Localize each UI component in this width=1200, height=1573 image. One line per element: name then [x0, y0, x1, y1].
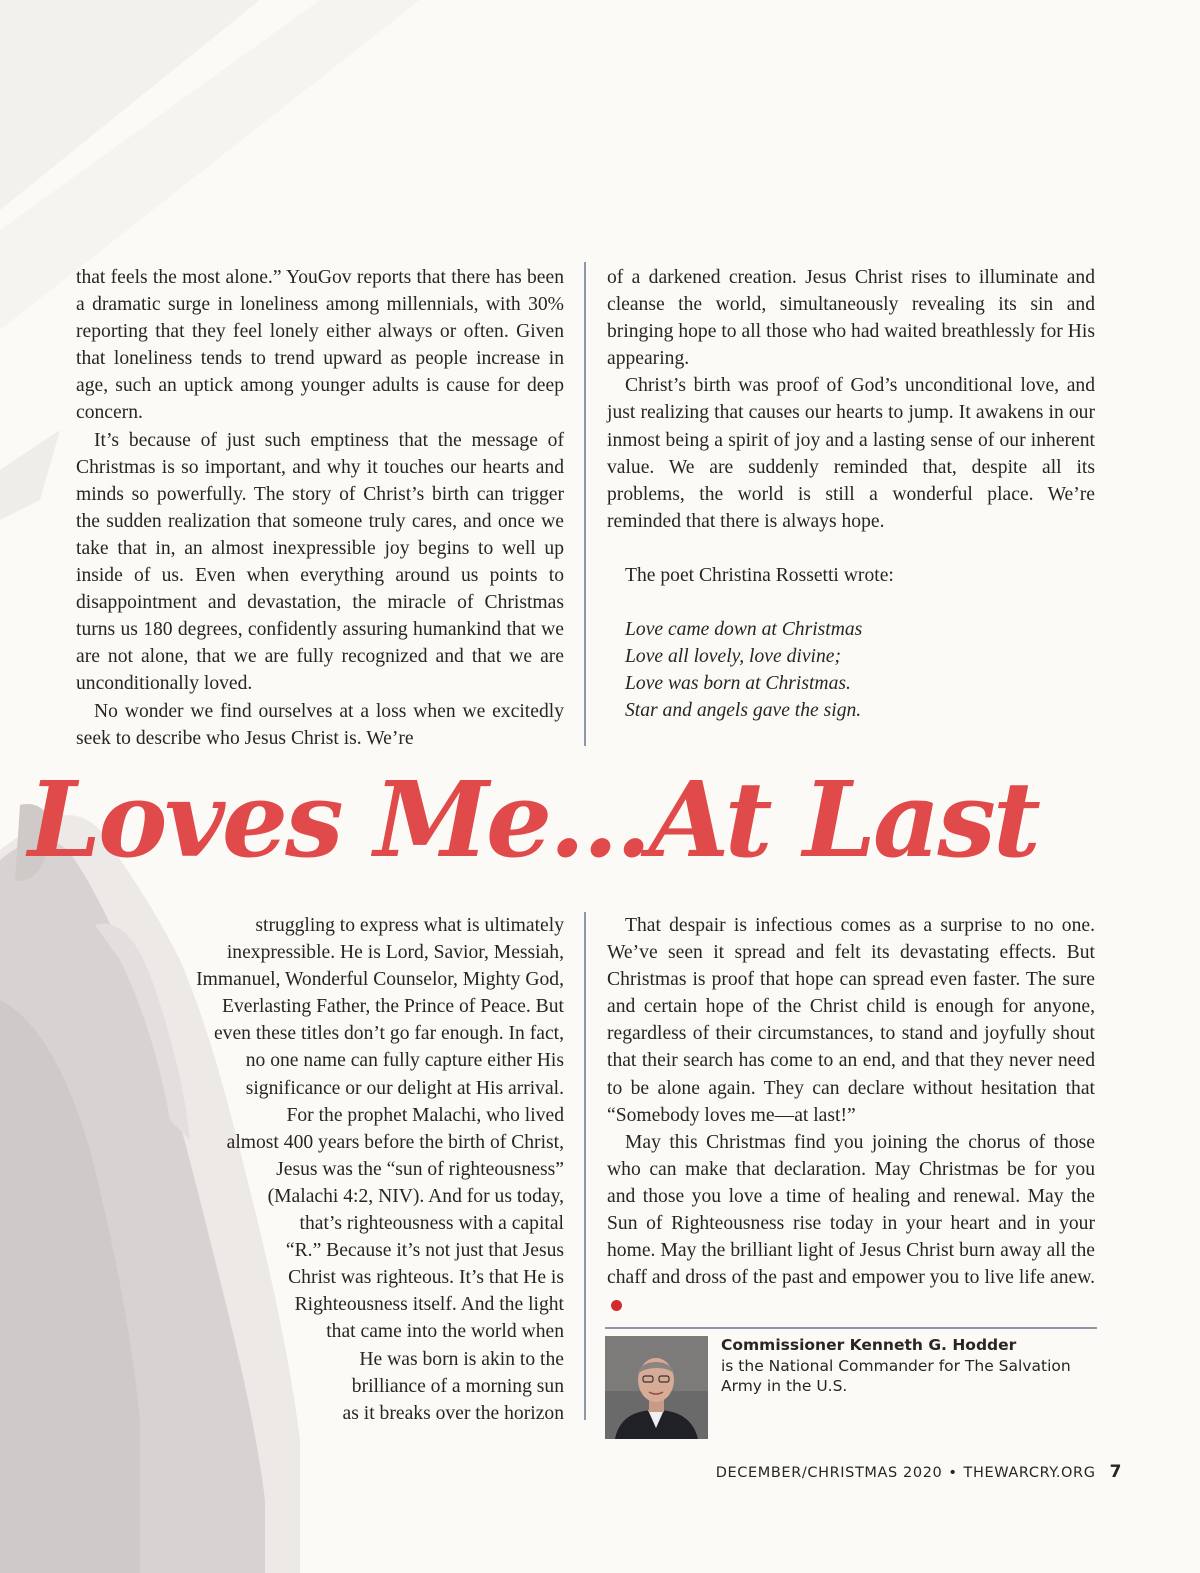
article-line: Immanuel, Wonderful Counselor, Mighty God, — [196, 969, 564, 991]
author-bio — [721, 1335, 1101, 1397]
poem-line: Star and angels gave the sign. — [625, 700, 862, 722]
bullet-separator: • — [948, 1465, 958, 1481]
article-line: that’s righteousness with a capital — [299, 1213, 564, 1235]
article-line: even these titles don’t go far enough. In fact, — [213, 1023, 564, 1045]
article-line: struggling to express what is ultimately — [255, 915, 564, 936]
column-divider-top — [584, 262, 586, 746]
article-line: brilliance of a morning sun — [351, 1375, 564, 1397]
article-paragraph: of a darkened creation. Jesus Christ rises to illuminate and cleanse the world, simultaneously revealing its sin and bringing hope to all those who had waited breathlessly for His appearing. — [607, 267, 1095, 370]
issue-label: DECEMBER/CHRISTMAS 2020 — [715, 1465, 943, 1481]
article-line: Jesus was the “sun of righteousness” — [276, 1158, 564, 1180]
article-line: “R.” Because it’s not just that Jesus — [285, 1240, 564, 1262]
red-shield-icon — [611, 1300, 622, 1311]
article-paragraph-text: May this Christmas find you joining the chorus of those who can make that declaration. May Christmas be for you and those you love a time of healing and renewal. May the Sun of Righteousness rise today in your heart and in your home. May the brilliant light of Jesus Christ burn away all the chaff and dross of the past and empower you to live life anew. — [607, 1131, 1095, 1289]
article-column-bottom-right — [607, 912, 1095, 1318]
article-line: significance or our delight at His arrival. — [245, 1077, 564, 1099]
article-line: (Malachi 4:2, NIV). And for us today, — [267, 1185, 564, 1207]
article-line: Everlasting Father, the Prince of Peace. But — [221, 996, 564, 1018]
article-paragraph: It’s because of just such emptiness that the message of Christmas is so important, and why it touches our hearts and minds so powerfully. The story of Christ’s birth can trigger the sudden realization that someone truly cares, and once we take that in, an almost inexpressible joy begins to well up inside of us. Even when everything around us points to disappointment and devastation, the miracle of Christmas turns us 180 degrees, confidently assuring humankind that we are not alone, that we are fully recognized and that we are unconditionally loved. — [76, 429, 564, 695]
poem — [607, 616, 1095, 724]
poem-line: Love all lovely, love divine; — [625, 646, 841, 668]
article-paragraph: that feels the most alone.” YouGov reports that there has been a dramatic surge in loneliness among millennials, with 30% reporting that they feel lonely either always or often. Given that loneliness tends to trend upward as people increase in age, such an uptick among younger adults is cause for deep concern. — [76, 267, 564, 424]
page-number: 7 — [1109, 1462, 1122, 1482]
poem-intro: The poet Christina Rossetti wrote: — [625, 564, 894, 586]
poem-line: Love came down at Christmas — [625, 619, 863, 641]
article-column-bottom-left — [70, 912, 564, 1427]
column-divider-bottom — [584, 912, 586, 1420]
author-name: Commissioner Kenneth G. Hodder — [721, 1336, 1017, 1354]
article-line: as it breaks over the horizon — [342, 1402, 564, 1424]
author-divider — [605, 1327, 1097, 1329]
article-paragraph — [607, 1129, 1095, 1319]
article-paragraph: Christ’s birth was proof of God’s unconditional love, and just realizing that causes our hearts to jump. It awakens in our inmost being a spirit of joy and a lasting sense of our inherent value. We are suddenly reminded that, despite all its problems, the world is still a wonderful place. We’re reminded that there is always hope. — [607, 375, 1095, 532]
article-paragraph: That despair is infectious comes as a surprise to no one. We’ve seen it spread and felt its devastating effects. But Christmas is proof that hope can spread even faster. The sure and certain hope of the Christ child is enough for anyone, regardless of their circumstances, to stand and joyfully shout that their search has come to an end, and that they never need to be alone again. They can declare without hesitation that “Somebody loves me—at last!” — [607, 915, 1095, 1126]
article-line: no one name can fully capture either His — [245, 1050, 564, 1072]
article-line: almost 400 years before the birth of Christ, — [226, 1131, 564, 1153]
article-line: Righteousness itself. And the light — [294, 1294, 564, 1316]
article-line: He was born is akin to the — [359, 1348, 564, 1370]
article-line: inexpressible. He is Lord, Savior, Messiah, — [226, 942, 564, 964]
article-line: that came into the world when — [326, 1321, 564, 1343]
article-column-top-left — [76, 264, 564, 752]
article-line: Christ was righteous. It’s that He is — [288, 1267, 564, 1289]
page-footer — [716, 1462, 1122, 1482]
article-column-top-right — [607, 264, 1095, 724]
headline: Loves Me...At Last — [28, 758, 1038, 881]
poem-line: Love was born at Christmas. — [625, 673, 851, 695]
author-description: is the National Commander for The Salvation Army in the U.S. — [721, 1356, 1071, 1395]
article-paragraph: No wonder we find ourselves at a loss when we excitedly seek to describe who Jesus Christ is. We’re — [76, 700, 564, 749]
site-url: THEWARCRY.ORG — [963, 1465, 1096, 1481]
author-portrait — [605, 1336, 708, 1439]
article-line: For the prophet Malachi, who lived — [286, 1104, 564, 1126]
